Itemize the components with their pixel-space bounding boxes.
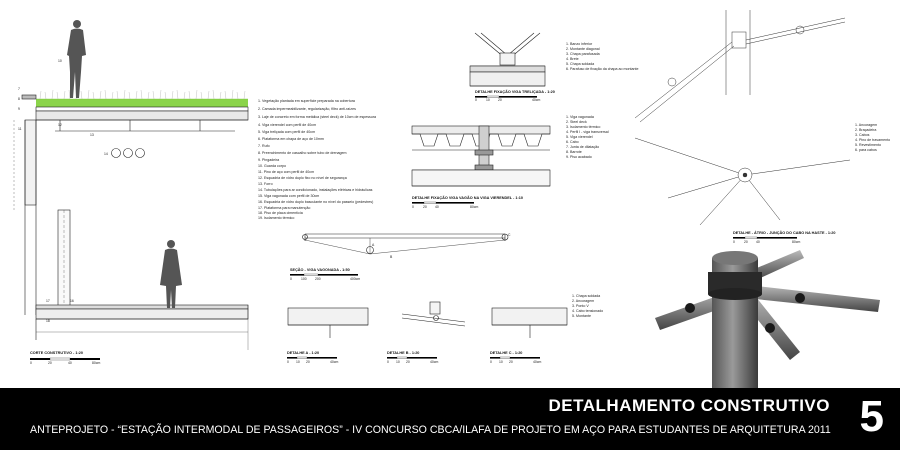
scale-bar-corte [30, 358, 100, 365]
svg-text:40: 40 [756, 240, 760, 244]
svg-text:40cm: 40cm [330, 360, 339, 364]
svg-text:8. Preenchimento de cascalho s: 8. Preenchimento de cascalho sobre tubo de drenagem [258, 151, 347, 155]
scale-bar-secao-viga [290, 274, 360, 281]
svg-text:1. Banzo inferior: 1. Banzo inferior [566, 42, 593, 46]
svg-text:4. Pino de travamento: 4. Pino de travamento [855, 138, 891, 142]
svg-text:1. Viga vagonada: 1. Viga vagonada [566, 115, 594, 119]
scale-bar-detalhe-c [490, 357, 541, 364]
svg-text:6. Parafuso de fixação da chap: 6. Parafuso de fixação da chapa ao montante [566, 67, 639, 71]
svg-text:7: 7 [18, 87, 20, 91]
svg-text:0: 0 [475, 98, 477, 102]
caption-detalhe-vierendeel: DETALHE FIXAÇÃO VIGA VAGÃO NA VIGA VIERENDEL - 1:10 [412, 196, 523, 200]
svg-text:40: 40 [68, 361, 72, 365]
svg-text:1. Vegetação plantada em super: 1. Vegetação plantada em superfície preparada na cobertura [258, 99, 355, 103]
svg-text:3. Chapa parafusada: 3. Chapa parafusada [566, 52, 600, 56]
legend-detalhe-vierendeel [566, 115, 609, 159]
svg-text:3. Cabos: 3. Cabos [855, 133, 870, 137]
svg-text:19. Isolamento térmico: 19. Isolamento térmico [258, 216, 295, 220]
caption-detalhe-c: DETALHE C - 1:20 [490, 351, 523, 355]
svg-text:9: 9 [18, 107, 20, 111]
svg-text:10. Guarda corpo: 10. Guarda corpo [258, 164, 286, 168]
title-block [0, 388, 900, 450]
svg-text:B: B [390, 255, 393, 259]
svg-text:2. Ancoragem: 2. Ancoragem [572, 299, 595, 303]
green-roof [36, 99, 248, 107]
svg-text:0: 0 [412, 205, 414, 209]
svg-text:3. Isolamento térmico: 3. Isolamento térmico [566, 125, 601, 129]
svg-text:18: 18 [46, 319, 50, 323]
caption-detalhe-trelicada: DETALHE FIXAÇÃO VIGA TRELIÇADA - 1:20 [475, 90, 555, 94]
svg-text:20: 20 [306, 360, 310, 364]
svg-text:11. Pino de aço com perfil de: 11. Pino de aço com perfil de 40cm [258, 170, 315, 174]
caption-detalhe-b: DETALHE B - 1:20 [387, 351, 420, 355]
detalhe-vierendeel-drawing [412, 126, 550, 186]
svg-text:6. Cabo: 6. Cabo [566, 140, 579, 144]
svg-text:8: 8 [18, 97, 20, 101]
svg-text:6. para cabos: 6. para cabos [855, 148, 877, 152]
svg-text:3. Laje de concreto em forma m: 3. Laje de concreto em forma metálica (steel deck) de 10cm de espessura [258, 115, 377, 119]
svg-text:18. Piso de placa cimentícia: 18. Piso de placa cimentícia [258, 211, 303, 215]
svg-text:4. Brete: 4. Brete [566, 57, 579, 61]
detalhe-atrio-drawing [635, 10, 850, 225]
svg-text:13. Forro: 13. Forro [258, 182, 273, 186]
svg-text:0: 0 [733, 240, 735, 244]
corte-construtivo-drawing [14, 59, 248, 350]
svg-text:40: 40 [435, 205, 439, 209]
svg-text:0: 0 [30, 361, 32, 365]
sheet-number: 5 [859, 392, 884, 441]
svg-text:2. Montante diagonal: 2. Montante diagonal [566, 47, 600, 51]
svg-text:100: 100 [301, 277, 307, 281]
svg-text:14. Tubulações para ar condici: 14. Tubulações para ar condicionado, instalações elétricas e hidráulicas [258, 188, 373, 192]
svg-text:20: 20 [509, 360, 513, 364]
mast-junction-render [655, 250, 880, 388]
svg-text:4. Perfil I - viga transversal: 4. Perfil I - viga transversal [566, 130, 609, 134]
detalhe-a-drawing [288, 308, 368, 338]
scale-bar-detalhe-b [387, 357, 438, 364]
svg-text:10: 10 [296, 360, 300, 364]
svg-text:2. Steel deck: 2. Steel deck [566, 120, 587, 124]
scale-bar-vierendeel [412, 202, 478, 209]
svg-text:8. Barrote: 8. Barrote [566, 150, 582, 154]
svg-text:4. Cabo tensionado: 4. Cabo tensionado [572, 309, 604, 313]
svg-text:7. Rufo: 7. Rufo [258, 144, 270, 148]
person-silhouette-lower [160, 240, 182, 308]
svg-text:12: 12 [58, 123, 62, 127]
svg-text:20: 20 [498, 98, 502, 102]
legend-detalhe-atrio [855, 123, 890, 152]
legend-detalhes-abc [572, 294, 603, 318]
detalhe-trelicada-drawing [470, 33, 545, 86]
svg-text:17: 17 [46, 299, 50, 303]
svg-text:2. Camada impermeabilizante, r: 2. Camada impermeabilizante, regularização, filtro anti-raízes [258, 107, 356, 111]
scale-bar-detalhe-atrio [733, 237, 800, 244]
svg-text:0: 0 [387, 360, 389, 364]
project-title: ANTEPROJETO - “ESTAÇÃO INTERMODAL DE PASSAGEIROS” - IV CONCURSO CBCA/ILAFA DE PROJETO EM AÇO PARA ESTUDANTES DE ARQUITETURA 2011 [30, 424, 831, 436]
svg-text:15. Viga vagonada com perfil d: 15. Viga vagonada com perfil de 30cm [258, 194, 320, 198]
caption-corte-construtivo: CORTE CONSTRUTIVO - 1:20 [30, 351, 83, 355]
svg-text:12. Esquadria de vidro duplo f: 12. Esquadria de vidro duplo fixo no nível de segurança [258, 176, 347, 180]
svg-text:11: 11 [18, 127, 22, 131]
caption-secao-viga: SEÇÃO - VIGA VAGONADA - 1:50 [290, 268, 350, 272]
svg-text:5. Chapa soldada: 5. Chapa soldada [566, 62, 595, 66]
sheet-title: DETALHAMENTO CONSTRUTIVO [548, 396, 830, 415]
secao-viga-drawing [303, 233, 512, 259]
svg-text:10: 10 [396, 360, 400, 364]
caption-detalhe-a: DETALHE A - 1:20 [287, 351, 320, 355]
svg-text:9. Piso acabado: 9. Piso acabado [566, 155, 592, 159]
svg-text:0: 0 [490, 360, 492, 364]
svg-text:80cm: 80cm [92, 361, 101, 365]
svg-text:14: 14 [104, 152, 108, 156]
svg-text:6. Plataforma em chapa de aço: 6. Plataforma em chapa de aço de 10mm [258, 137, 324, 141]
svg-text:7. Junta de dilatação: 7. Junta de dilatação [566, 145, 600, 149]
svg-text:20: 20 [406, 360, 410, 364]
svg-text:C: C [508, 233, 511, 237]
svg-text:1. Ancoragem: 1. Ancoragem [855, 123, 878, 127]
svg-text:3. Ponto V: 3. Ponto V [572, 304, 589, 308]
svg-text:13: 13 [90, 133, 94, 137]
svg-text:40cm: 40cm [430, 360, 439, 364]
svg-text:A: A [372, 243, 375, 247]
svg-text:20: 20 [744, 240, 748, 244]
svg-text:9. Pingadeira: 9. Pingadeira [258, 158, 280, 162]
svg-text:16. Esquadria de vidro duplo b: 16. Esquadria de vidro duplo basculante no nível do passeio (pedestres) [258, 200, 374, 204]
person-silhouette-upper [67, 20, 86, 98]
legend-detalhe-trelicada [566, 42, 639, 71]
svg-text:10: 10 [58, 59, 62, 63]
svg-text:80cm: 80cm [792, 240, 801, 244]
svg-text:5. Montante: 5. Montante [572, 314, 591, 318]
svg-text:10: 10 [486, 98, 490, 102]
caption-detalhe-atrio: DETALHE - ÁTRIO - JUNÇÃO DO CABO NA HASTE - 1:20 [733, 231, 836, 235]
svg-text:17. Plataforma para manutenção: 17. Plataforma para manutenção [258, 206, 311, 210]
svg-text:0: 0 [290, 277, 292, 281]
svg-text:5. Revestimento: 5. Revestimento [855, 143, 881, 147]
scale-bar-trelicada [475, 96, 540, 102]
svg-text:16: 16 [70, 299, 74, 303]
svg-text:20: 20 [48, 361, 52, 365]
svg-text:5. Viga vierendel: 5. Viga vierendel [566, 135, 593, 139]
detalhe-b-drawing [402, 302, 465, 326]
svg-text:4. Viga vierendel com perfil d: 4. Viga vierendel com perfil de 40cm [258, 123, 317, 127]
main-legend [258, 99, 376, 220]
detalhe-c-drawing [492, 308, 567, 338]
scale-bar-detalhe-a [287, 357, 338, 364]
svg-text:400cm: 400cm [350, 277, 361, 281]
svg-text:10: 10 [499, 360, 503, 364]
svg-text:1. Chapa soldada: 1. Chapa soldada [572, 294, 601, 298]
svg-text:0: 0 [287, 360, 289, 364]
svg-text:40cm: 40cm [532, 98, 541, 102]
svg-text:2. Braçadeira: 2. Braçadeira [855, 128, 877, 132]
svg-text:20: 20 [423, 205, 427, 209]
svg-text:200: 200 [315, 277, 321, 281]
svg-text:80cm: 80cm [470, 205, 479, 209]
svg-text:40cm: 40cm [533, 360, 542, 364]
svg-text:5. Viga treliçada com perfil d: 5. Viga treliçada com perfil de 40cm [258, 130, 316, 134]
